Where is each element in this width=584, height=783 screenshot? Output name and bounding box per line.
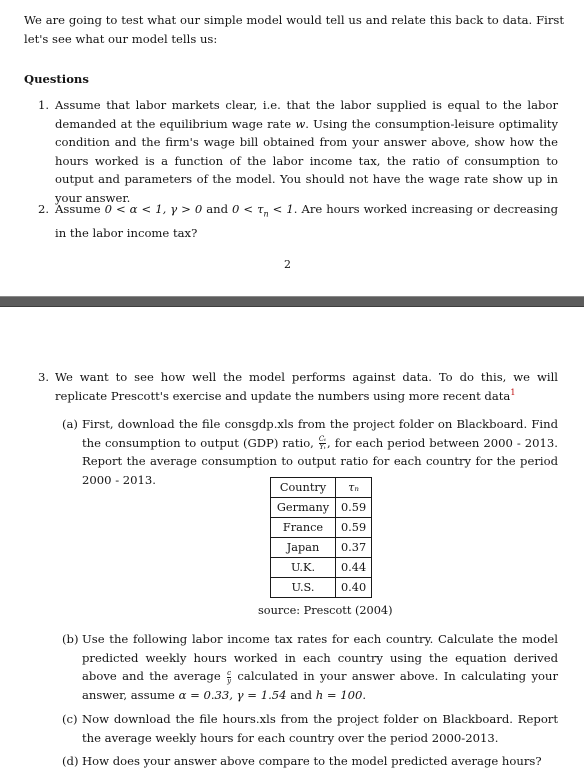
part-a-label: (a) [62,417,78,431]
part-b-label: (b) [62,632,79,646]
page-1 [0,0,584,296]
page-2 [0,307,584,783]
c-over-y-fraction: $\frac{c}{y}$ [227,668,232,685]
wage-variable: w [295,116,306,131]
table-cell-country: Japan [271,538,336,558]
part-a-text: First, download the file consgdp.xls from the project folder on Blackboard. Find the consumption to output (GDP) ratio, $\frac{\text{Cₜ}}{\text{Yₜ}}$ , for each period between 2000 - 2013. Report the average consumption to output ratio for each country for the period 2000 - 2013. [82,417,558,487]
table-header-row [271,478,372,498]
question-2-text: Assume 0 < α < 1, γ > 0 and $0 < \tau_n < 1$. Are hours worked increasing or decreasing in the labor income tax? [55,202,559,240]
table-cell-country: U.K. [271,558,336,578]
table-cell-country: Germany [271,498,336,518]
question-3-number: 3. [38,370,50,384]
table-cell-tax: 0.40 [336,578,372,598]
table-header-tau: τₙ [336,478,372,498]
table-cell-country: France [271,518,336,538]
part-d-label: (d) [62,754,79,768]
table-row [271,538,372,558]
part-c-text: Now download the file hours.xls from the project folder on Blackboard. Report the average weekly hours for each country over the period 2000-2013. [82,712,558,745]
part-d-text: How does your answer above compare to the model predicted average hours? [82,754,542,768]
table-row [271,498,372,518]
h-parameter: h = 100 [315,687,363,702]
table-cell-country: U.S. [271,578,336,598]
question-1-text: Assume that labor markets clear, i.e. that the labor supplied is equal to the labor demanded at the equilibrium wage rate w. Using the consumption-leisure optimality condition and the firm's wage bill obtained from your answer above, show how the hours worked is a function of the labor income tax, the ratio of consumption to output and parameters of the model. You should not have the wage rate show up in your answer. [55,98,558,205]
question-3 [38,368,558,405]
table-header-country: Country [271,478,336,498]
part-b-text: Use the following labor income tax rates for each country. Calculate the model predicted weekly hours worked in each country using the equation derived above and the average $\frac{c}{y}$ calculated in your answer above. In calculating your answer, assume α = 0.33, γ = 1.54 and h = 100. [82,632,558,702]
part-c [62,710,558,747]
question-2 [38,200,558,242]
table-source: source: Prescott (2004) [258,604,393,617]
question-2-number: 2. [38,202,50,216]
table-cell-tax: 0.37 [336,538,372,558]
table-row [271,578,372,598]
labor-tax-table [270,477,372,598]
tax-condition: $0 < \tau_n < 1$ [232,202,294,219]
part-b [62,630,558,704]
part-d [62,752,558,771]
footnote-marker[interactable]: 1 [510,387,516,397]
parameter-condition: 0 < α < 1, γ > 0 [104,202,203,216]
question-3-text: We want to see how well the model performs against data. To do this, we will replicate Prescott's exercise and update the numbers using more recent data$^1$ [55,370,558,403]
intro-paragraph: We are going to test what our simple model would tell us and relate this back to data. First let's see what our model tells us: [24,13,564,46]
question-1-number: 1. [38,98,50,112]
page-divider [0,296,584,307]
table-row [271,558,372,578]
question-1 [38,96,558,207]
table-cell-tax: 0.44 [336,558,372,578]
model-parameters: α = 0.33, γ = 1.54 [178,687,287,702]
table-cell-tax: 0.59 [336,498,372,518]
part-c-label: (c) [62,712,78,726]
page-number: 2 [284,258,291,271]
ct-over-yt-fraction: $\frac{\text{Cₜ}}{\text{Yₜ}}$ [318,435,326,451]
questions-heading: Questions [24,72,89,86]
table-row [271,518,372,538]
table-cell-tax: 0.59 [336,518,372,538]
